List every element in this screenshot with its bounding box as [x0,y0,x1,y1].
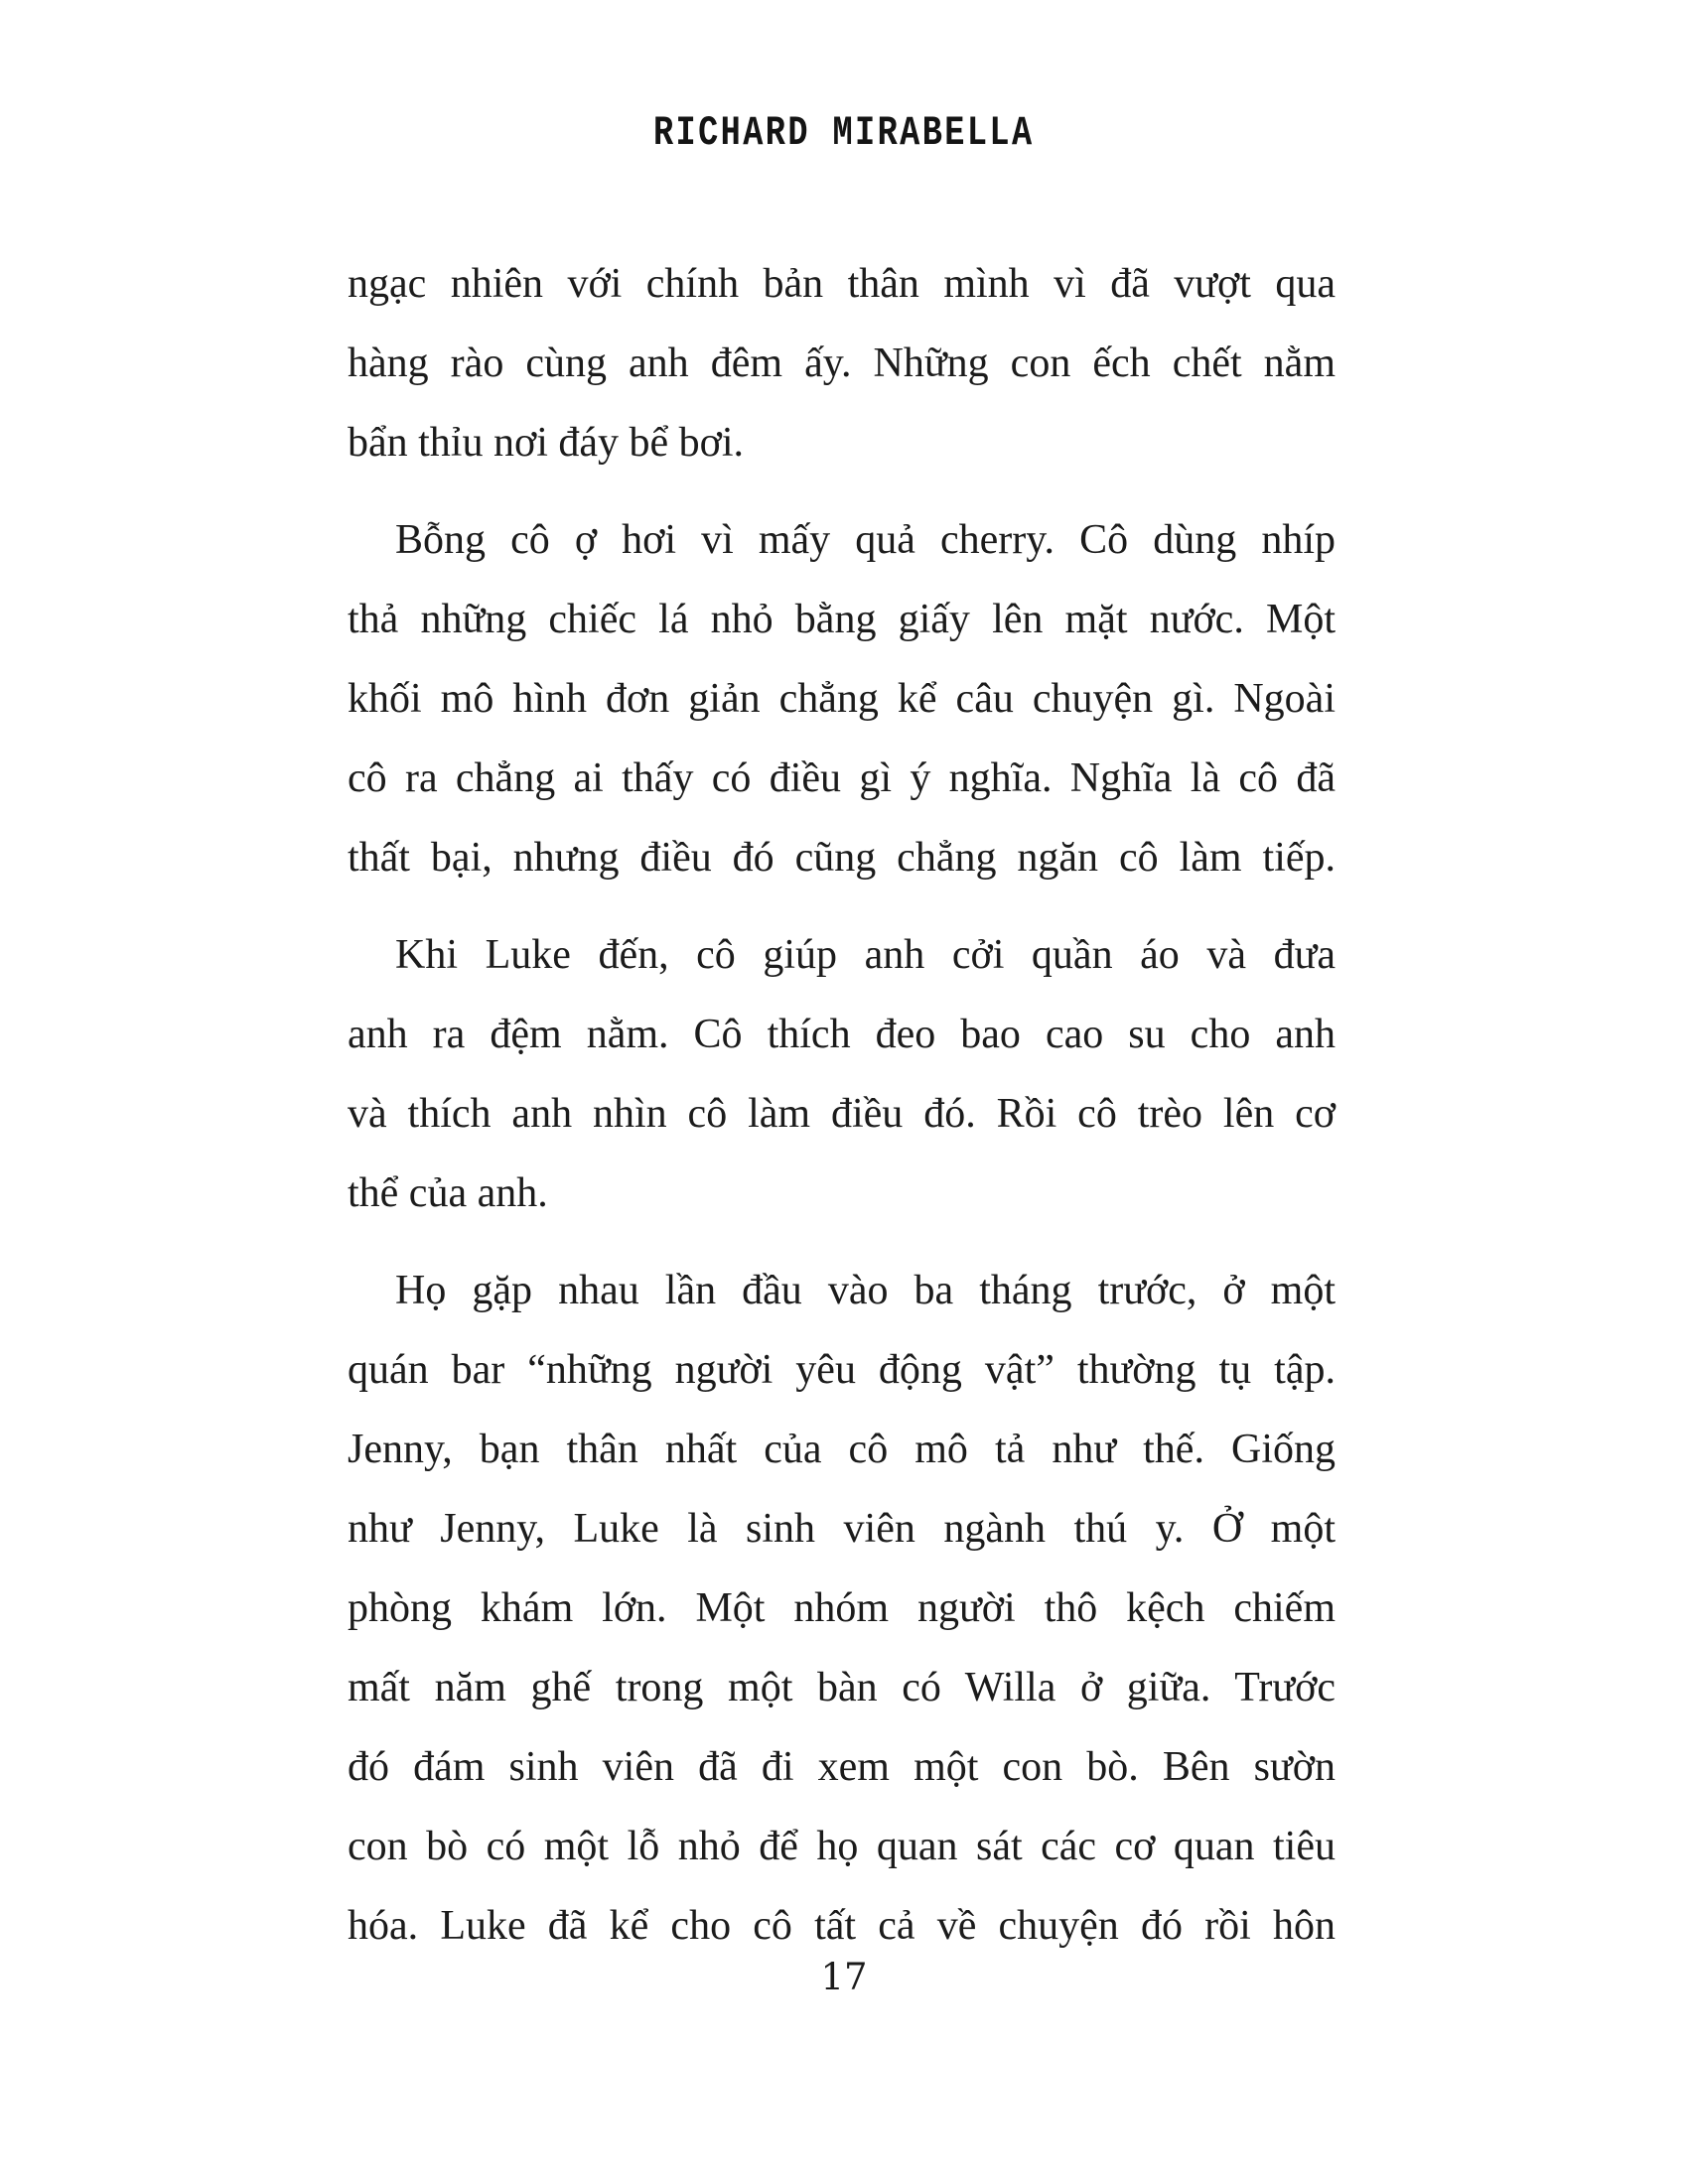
text-line: mất năm ghế trong một bàn có Willa ở giữa. Trước [348,1665,1336,1710]
page-number: 17 [820,1956,868,1998]
running-header [0,109,1688,157]
text-line: Họ gặp nhau lần đầu vào ba tháng trước, ở một [395,1268,1336,1313]
text-line: cô ra chẳng ai thấy có điều gì ý nghĩa. Nghĩa là cô đã [348,755,1336,801]
text-line: ngạc nhiên với chính bản thân mình vì đã vượt qua [348,261,1336,307]
text-line: phòng khám lớn. Một nhóm người thô kệch chiếm [348,1585,1336,1631]
body-text [348,244,1336,1966]
text-line: con bò có một lỗ nhỏ để họ quan sát các cơ quan tiêu [348,1824,1336,1869]
text-line: quán bar “những người yêu động vật” thường tụ tập. [348,1347,1336,1393]
paragraph [348,1251,1336,1966]
text-line: hàng rào cùng anh đêm ấy. Những con ếch chết nằm [348,341,1336,386]
text-line: Jenny, bạn thân nhất của cô mô tả như thế. Giống [348,1427,1336,1472]
text-line: thể của anh. [348,1170,548,1216]
text-line: như Jenny, Luke là sinh viên ngành thú y. Ở một [348,1506,1336,1552]
text-line: và thích anh nhìn cô làm điều đó. Rồi cô trèo lên cơ [348,1091,1336,1137]
paragraph [348,244,1336,482]
text-line: Khi Luke đến, cô giúp anh cởi quần áo và đưa [395,932,1336,978]
paragraph [348,500,1336,897]
text-line: khối mô hình đơn giản chẳng kể câu chuyện gì. Ngoài [348,676,1336,722]
text-line: hóa. Luke đã kể cho cô tất cả về chuyện đó rồi hôn [348,1903,1336,1949]
text-line: đó đám sinh viên đã đi xem một con bò. Bên sườn [348,1744,1336,1790]
running-header-author: RICHARD MIRABELLA [653,109,1035,157]
text-line: Bỗng cô ợ hơi vì mấy quả cherry. Cô dùng nhíp [395,517,1336,563]
paragraph [348,915,1336,1233]
text-line: thả những chiếc lá nhỏ bằng giấy lên mặt nước. Một [348,597,1336,642]
text-line: bẩn thỉu nơi đáy bể bơi. [348,420,745,466]
text-line: thất bại, nhưng điều đó cũng chẳng ngăn cô làm tiếp. [348,835,1336,881]
text-line: anh ra đệm nằm. Cô thích đeo bao cao su cho anh [348,1012,1336,1057]
